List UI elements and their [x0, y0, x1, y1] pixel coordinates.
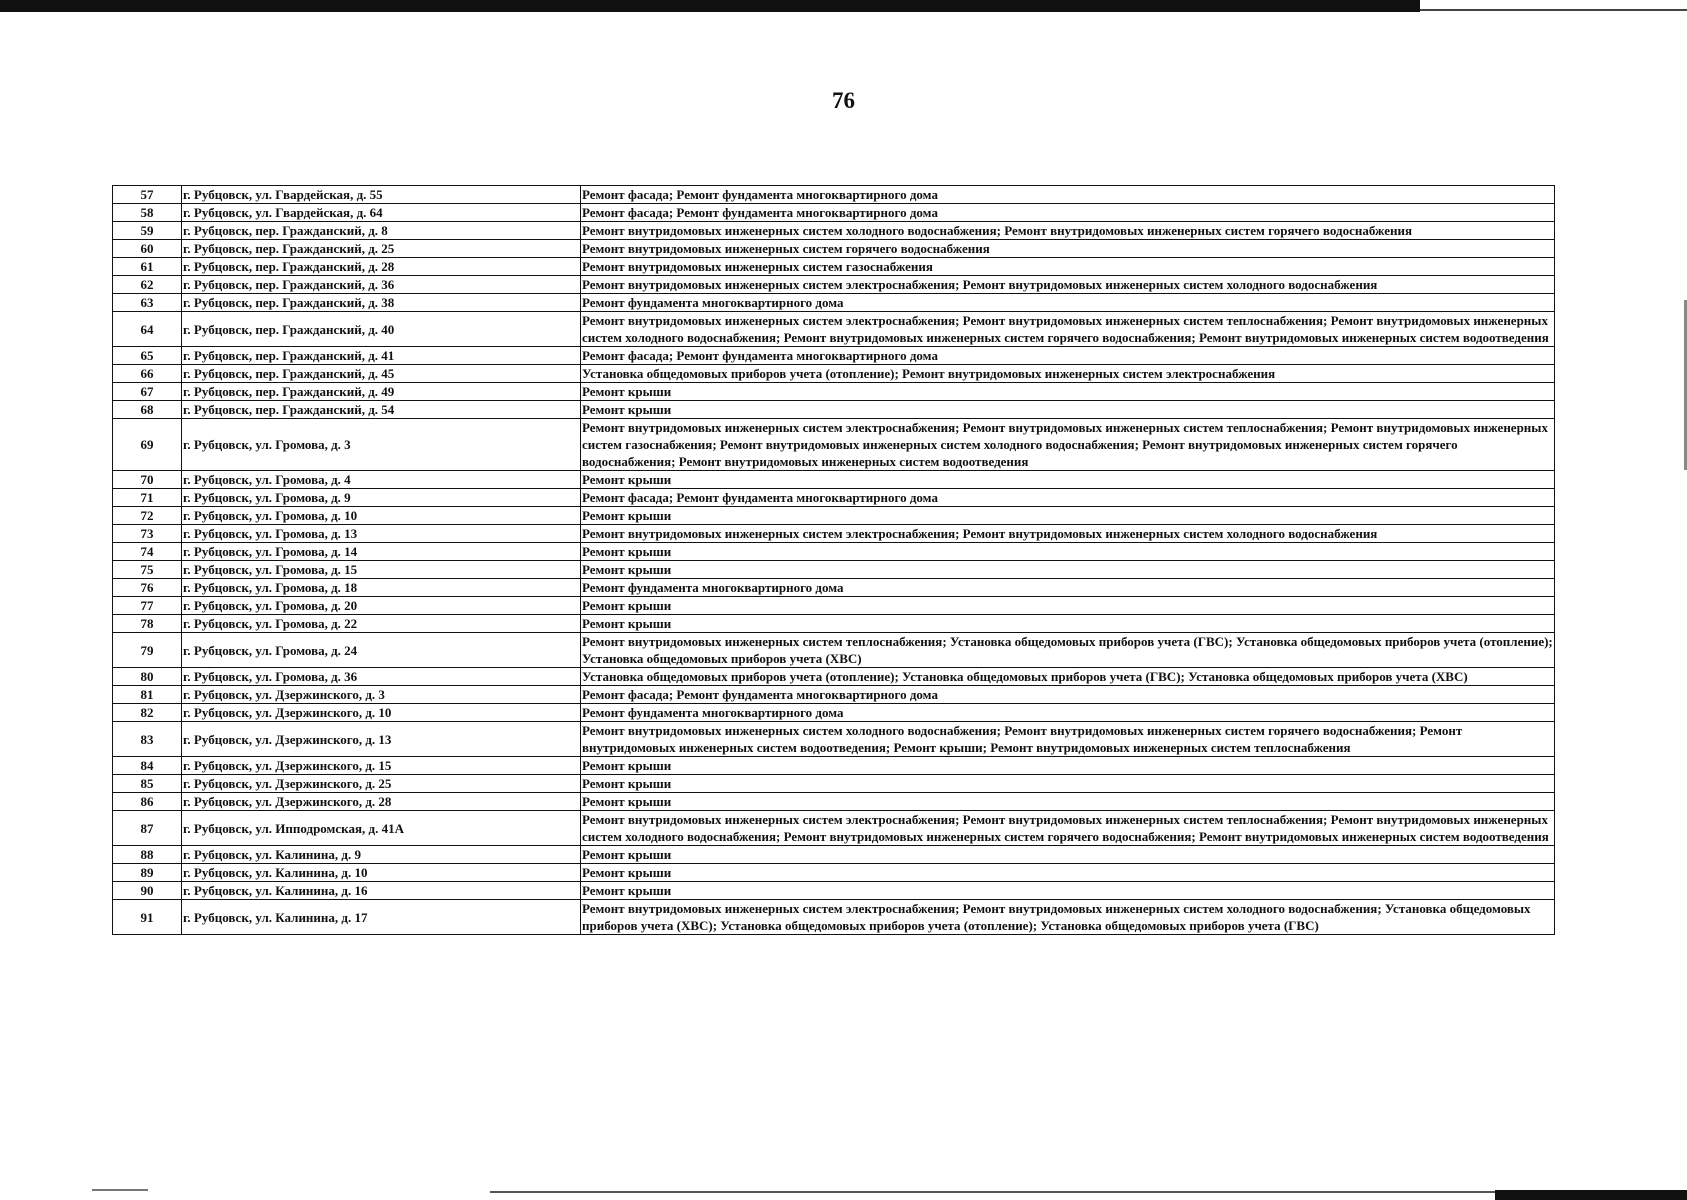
address-cell: г. Рубцовск, ул. Дзержинского, д. 15: [182, 757, 581, 775]
table-row: [113, 419, 1555, 471]
address-cell: г. Рубцовск, ул. Громова, д. 15: [182, 561, 581, 579]
address-cell: г. Рубцовск, ул. Калинина, д. 16: [182, 882, 581, 900]
row-number-cell: 64: [113, 312, 182, 347]
works-cell: Ремонт крыши: [581, 507, 1555, 525]
address-cell: г. Рубцовск, пер. Гражданский, д. 49: [182, 383, 581, 401]
address-cell: г. Рубцовск, пер. Гражданский, д. 28: [182, 258, 581, 276]
works-cell: Ремонт внутридомовых инженерных систем газоснабжения: [581, 258, 1555, 276]
table-row: [113, 704, 1555, 722]
works-cell: Ремонт крыши: [581, 471, 1555, 489]
address-cell: г. Рубцовск, ул. Громова, д. 36: [182, 668, 581, 686]
works-cell: Ремонт фундамента многоквартирного дома: [581, 294, 1555, 312]
address-cell: г. Рубцовск, ул. Дзержинского, д. 3: [182, 686, 581, 704]
table-row: [113, 668, 1555, 686]
works-cell: Ремонт крыши: [581, 793, 1555, 811]
works-cell: Ремонт фасада; Ремонт фундамента многоквартирного дома: [581, 204, 1555, 222]
address-cell: г. Рубцовск, ул. Ипподромская, д. 41А: [182, 811, 581, 846]
row-number-cell: 84: [113, 757, 182, 775]
scan-line-top: [1420, 9, 1687, 11]
works-cell: Ремонт внутридомовых инженерных систем электроснабжения; Ремонт внутридомовых инженерных систем теплоснабжения; Ремонт внутридомовых инженерных систем холодного водоснабжения; Ремонт внутридомовых инженерных систем горячего водоснабжения; Ремонт внутридомовых инженерных систем водоотведения: [581, 811, 1555, 846]
row-number-cell: 78: [113, 615, 182, 633]
table-row: [113, 186, 1555, 204]
table-row: [113, 579, 1555, 597]
address-cell: г. Рубцовск, пер. Гражданский, д. 45: [182, 365, 581, 383]
table-row: [113, 722, 1555, 757]
table-row: [113, 294, 1555, 312]
works-cell: Ремонт фундамента многоквартирного дома: [581, 704, 1555, 722]
table-row: [113, 633, 1555, 668]
works-cell: Ремонт фасада; Ремонт фундамента многоквартирного дома: [581, 347, 1555, 365]
works-cell: Ремонт крыши: [581, 882, 1555, 900]
table-row: [113, 882, 1555, 900]
address-cell: г. Рубцовск, ул. Калинина, д. 17: [182, 900, 581, 935]
works-cell: Ремонт крыши: [581, 775, 1555, 793]
row-number-cell: 81: [113, 686, 182, 704]
table-row: [113, 561, 1555, 579]
row-number-cell: 66: [113, 365, 182, 383]
row-number-cell: 85: [113, 775, 182, 793]
address-cell: г. Рубцовск, пер. Гражданский, д. 25: [182, 240, 581, 258]
table-row: [113, 900, 1555, 935]
works-cell: Ремонт крыши: [581, 615, 1555, 633]
row-number-cell: 71: [113, 489, 182, 507]
table-row: [113, 312, 1555, 347]
row-number-cell: 61: [113, 258, 182, 276]
scan-line-bottom: [490, 1191, 1495, 1193]
row-number-cell: 57: [113, 186, 182, 204]
address-cell: г. Рубцовск, ул. Громова, д. 14: [182, 543, 581, 561]
row-number-cell: 58: [113, 204, 182, 222]
row-number-cell: 91: [113, 900, 182, 935]
table-row: [113, 846, 1555, 864]
works-cell: Ремонт фасада; Ремонт фундамента многоквартирного дома: [581, 489, 1555, 507]
table-row: [113, 811, 1555, 846]
table-row: [113, 864, 1555, 882]
address-cell: г. Рубцовск, ул. Громова, д. 10: [182, 507, 581, 525]
row-number-cell: 65: [113, 347, 182, 365]
address-cell: г. Рубцовск, ул. Громова, д. 20: [182, 597, 581, 615]
address-cell: г. Рубцовск, ул. Громова, д. 22: [182, 615, 581, 633]
works-cell: Ремонт крыши: [581, 383, 1555, 401]
address-cell: г. Рубцовск, ул. Дзержинского, д. 13: [182, 722, 581, 757]
address-cell: г. Рубцовск, пер. Гражданский, д. 41: [182, 347, 581, 365]
row-number-cell: 83: [113, 722, 182, 757]
works-cell: Ремонт внутридомовых инженерных систем электроснабжения; Ремонт внутридомовых инженерных систем теплоснабжения; Ремонт внутридомовых инженерных систем холодного водоснабжения; Ремонт внутридомовых инженерных систем горячего водоснабжения; Ремонт внутридомовых инженерных систем водоотведения: [581, 312, 1555, 347]
address-cell: г. Рубцовск, ул. Громова, д. 4: [182, 471, 581, 489]
address-cell: г. Рубцовск, ул. Гвардейская, д. 55: [182, 186, 581, 204]
page-number: 76: [832, 88, 855, 113]
table-row: [113, 240, 1555, 258]
scan-border-bottom: [1495, 1190, 1687, 1200]
row-number-cell: 76: [113, 579, 182, 597]
address-cell: г. Рубцовск, пер. Гражданский, д. 40: [182, 312, 581, 347]
address-cell: г. Рубцовск, ул. Громова, д. 18: [182, 579, 581, 597]
table-row: [113, 204, 1555, 222]
works-cell: Ремонт крыши: [581, 401, 1555, 419]
row-number-cell: 77: [113, 597, 182, 615]
table-row: [113, 276, 1555, 294]
row-number-cell: 79: [113, 633, 182, 668]
row-number-cell: 88: [113, 846, 182, 864]
row-number-cell: 59: [113, 222, 182, 240]
works-cell: Ремонт крыши: [581, 597, 1555, 615]
works-cell: Ремонт крыши: [581, 561, 1555, 579]
table-row: [113, 347, 1555, 365]
address-cell: г. Рубцовск, ул. Громова, д. 9: [182, 489, 581, 507]
scan-border-top: [0, 0, 1420, 12]
row-number-cell: 68: [113, 401, 182, 419]
works-cell: Ремонт внутридомовых инженерных систем холодного водоснабжения; Ремонт внутридомовых инженерных систем горячего водоснабжения: [581, 222, 1555, 240]
works-cell: Ремонт фасада; Ремонт фундамента многоквартирного дома: [581, 686, 1555, 704]
address-cell: г. Рубцовск, ул. Калинина, д. 9: [182, 846, 581, 864]
address-cell: г. Рубцовск, ул. Громова, д. 3: [182, 419, 581, 471]
works-cell: Ремонт крыши: [581, 864, 1555, 882]
row-number-cell: 80: [113, 668, 182, 686]
table-row: [113, 222, 1555, 240]
works-cell: Ремонт крыши: [581, 543, 1555, 561]
address-cell: г. Рубцовск, ул. Громова, д. 24: [182, 633, 581, 668]
row-number-cell: 86: [113, 793, 182, 811]
table-row: [113, 383, 1555, 401]
row-number-cell: 75: [113, 561, 182, 579]
works-cell: Ремонт внутридомовых инженерных систем холодного водоснабжения; Ремонт внутридомовых инженерных систем горячего водоснабжения; Ремонт внутридомовых инженерных систем водоотведения; Ремонт крыши; Ремонт внутридомовых инженерных систем теплоснабжения: [581, 722, 1555, 757]
works-cell: Ремонт внутридомовых инженерных систем электроснабжения; Ремонт внутридомовых инженерных систем холодного водоснабжения; Установка общедомовых приборов учета (ХВС); Установка общедомовых приборов учета (отопление); Установка общедомовых приборов учета (ГВС): [581, 900, 1555, 935]
address-cell: г. Рубцовск, ул. Громова, д. 13: [182, 525, 581, 543]
works-cell: Ремонт крыши: [581, 846, 1555, 864]
row-number-cell: 73: [113, 525, 182, 543]
address-cell: г. Рубцовск, ул. Гвардейская, д. 64: [182, 204, 581, 222]
address-cell: г. Рубцовск, пер. Гражданский, д. 8: [182, 222, 581, 240]
registry-table: [112, 185, 1555, 935]
table-row: [113, 525, 1555, 543]
table-row: [113, 471, 1555, 489]
table-row: [113, 258, 1555, 276]
table-row: [113, 793, 1555, 811]
row-number-cell: 87: [113, 811, 182, 846]
row-number-cell: 70: [113, 471, 182, 489]
works-cell: Установка общедомовых приборов учета (отопление); Установка общедомовых приборов учета (ГВС); Установка общедомовых приборов учета (ХВС): [581, 668, 1555, 686]
address-cell: г. Рубцовск, пер. Гражданский, д. 54: [182, 401, 581, 419]
works-cell: Ремонт внутридомовых инженерных систем электроснабжения; Ремонт внутридомовых инженерных систем холодного водоснабжения: [581, 525, 1555, 543]
works-cell: Ремонт фундамента многоквартирного дома: [581, 579, 1555, 597]
table-row: [113, 543, 1555, 561]
table-row: [113, 686, 1555, 704]
works-cell: Ремонт крыши: [581, 757, 1555, 775]
row-number-cell: 74: [113, 543, 182, 561]
works-cell: Ремонт внутридомовых инженерных систем электроснабжения; Ремонт внутридомовых инженерных систем теплоснабжения; Ремонт внутридомовых инженерных систем газоснабжения; Ремонт внутридомовых инженерных систем холодного водоснабжения; Ремонт внутридомовых инженерных систем горячего водоснабжения; Ремонт внутридомовых инженерных систем водоотведения: [581, 419, 1555, 471]
row-number-cell: 82: [113, 704, 182, 722]
row-number-cell: 69: [113, 419, 182, 471]
address-cell: г. Рубцовск, ул. Калинина, д. 10: [182, 864, 581, 882]
row-number-cell: 90: [113, 882, 182, 900]
works-cell: Ремонт внутридомовых инженерных систем теплоснабжения; Установка общедомовых приборов учета (ГВС); Установка общедомовых приборов учета (отопление); Установка общедомовых приборов учета (ХВС): [582, 634, 1553, 666]
works-cell: Ремонт внутридомовых инженерных систем электроснабжения; Ремонт внутридомовых инженерных систем холодного водоснабжения: [581, 276, 1555, 294]
table-row: [113, 775, 1555, 793]
row-number-cell: 62: [113, 276, 182, 294]
table-row: [113, 401, 1555, 419]
address-cell: г. Рубцовск, ул. Дзержинского, д. 25: [182, 775, 581, 793]
row-number-cell: 89: [113, 864, 182, 882]
table-row: [113, 597, 1555, 615]
works-cell: Ремонт фасада; Ремонт фундамента многоквартирного дома: [581, 186, 1555, 204]
address-cell: г. Рубцовск, ул. Дзержинского, д. 28: [182, 793, 581, 811]
table-row: [113, 507, 1555, 525]
table-row: [113, 757, 1555, 775]
address-cell: г. Рубцовск, пер. Гражданский, д. 38: [182, 294, 581, 312]
works-cell: Установка общедомовых приборов учета (отопление); Ремонт внутридомовых инженерных систем электроснабжения: [581, 365, 1555, 383]
table-row: [113, 365, 1555, 383]
address-cell: г. Рубцовск, ул. Дзержинского, д. 10: [182, 704, 581, 722]
scan-mark-bottom-left: [92, 1189, 148, 1191]
table-row: [113, 615, 1555, 633]
row-number-cell: 63: [113, 294, 182, 312]
works-cell: Ремонт внутридомовых инженерных систем горячего водоснабжения: [581, 240, 1555, 258]
table-row: [113, 489, 1555, 507]
row-number-cell: 72: [113, 507, 182, 525]
registry-table-body: [113, 186, 1555, 935]
address-cell: г. Рубцовск, пер. Гражданский, д. 36: [182, 276, 581, 294]
row-number-cell: 60: [113, 240, 182, 258]
row-number-cell: 67: [113, 383, 182, 401]
